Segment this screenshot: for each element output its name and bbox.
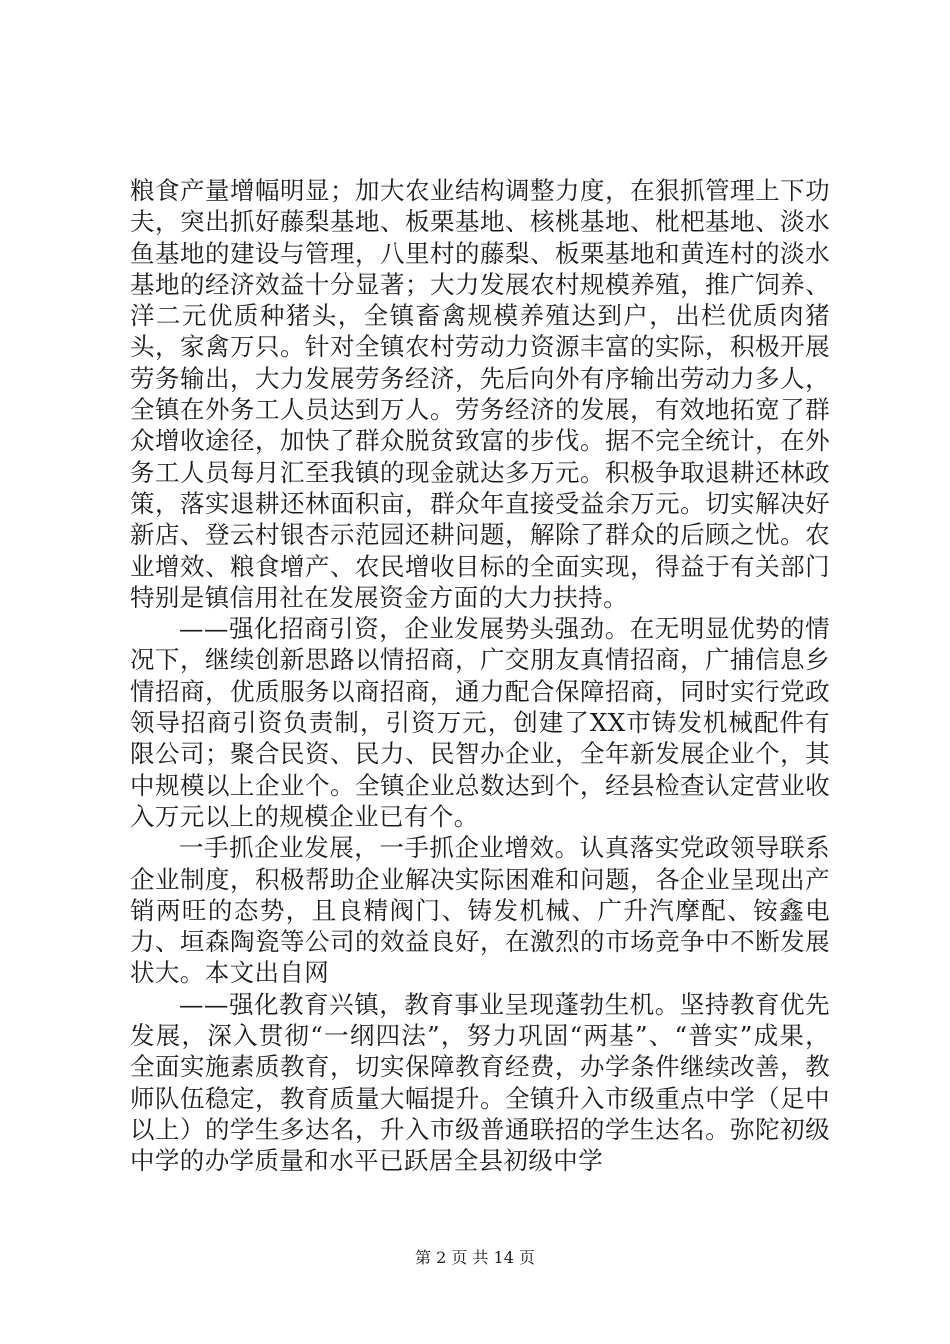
paragraph-investment: ——强化招商引资，企业发展势头强劲。在无明显优势的情况下，继续创新思路以情招商，广交朋友真情招商，广捕信息乡情招商，优质服务以商招商，通力配合保障招商，同时实行党政领导招商引资负责制，引资万元，创建了XX市铸发机械配件有限公司；聚合民资、民力、民智办企业，全年新发展企业个，其中规模以上企业个。全镇企业总数达到个，经县检查认定营业收入万元以上的规模企业已有个。	[130, 614, 830, 831]
paragraph-agriculture: 粮食产量增幅明显；加大农业结构调整力度，在狠抓管理上下功夫，突出抓好藤梨基地、板栗基地、核桃基地、枇杷基地、淡水鱼基地的建设与管理，八里村的藤梨、板栗基地和黄连村的淡水基地的经济效益十分显著；大力发展农村规模养殖，推广饲养、洋二元优质种猪头，全镇畜禽规模养殖达到户，出栏优质肉猪头，家禽万只。针对全镇农村劳动力资源丰富的实际，积极开展劳务输出，大力发展劳务经济，先后向外有序输出劳动力多人，全镇在外务工人员达到万人。劳务经济的发展，有效地拓宽了群众增收途径，加快了群众脱贫致富的步伐。据不完全统计，在外务工人员每月汇至我镇的现金就达多万元。积极争取退耕还林政策，落实退耕还林面积亩，群众年直接受益余万元。切实解决好新店、登云村银杏示范园还耕问题，解除了群众的后顾之忧。农业增效、粮食增产、农民增收目标的全面实现，得益于有关部门特别是镇信用社在发展资金方面的大力扶持。	[130, 176, 830, 612]
page-number-footer: 第 2 页 共 14 页	[415, 1248, 535, 1267]
document-body	[130, 175, 830, 1177]
paragraph-enterprise: 一手抓企业发展，一手抓企业增效。认真落实党政领导联系企业制度，积极帮助企业解决实际困难和问题，各企业呈现出产销两旺的态势，且良精阀门、铸发机械、广升汽摩配、铵鑫电力、垣森陶瓷等公司的效益良好，在激烈的市场竞争中不断发展状大。本文出自网	[130, 833, 830, 988]
paragraph-education: ——强化教育兴镇，教育事业呈现蓬勃生机。坚持教育优先发展，深入贯彻“一纲四法”，努力巩固“两基”、“普实”成果，全面实施素质教育，切实保障教育经费，办学条件继续改善，教师队伍稳定，教育质量大幅提升。全镇升入市级重点中学（足中以上）的学生多达名，升入市级普通联招的学生达名。弥陀初级中学的办学质量和水平已跃居全县初级中学	[130, 989, 830, 1176]
